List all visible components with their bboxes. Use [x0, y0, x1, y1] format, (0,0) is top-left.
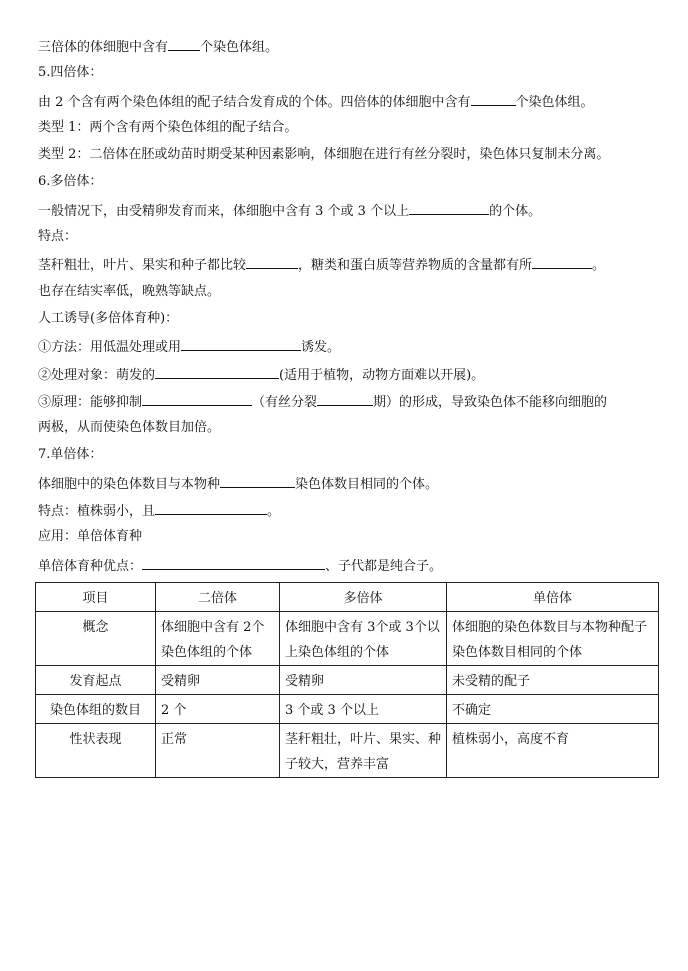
line-features — [38, 254, 658, 281]
table-cell: 体细胞中含有 2个染色体组的个体 — [156, 612, 280, 666]
fill-blank[interactable] — [471, 91, 516, 106]
fill-blank[interactable] — [409, 200, 489, 215]
row-label: 发育起点 — [36, 666, 156, 695]
worksheet-text — [38, 36, 658, 582]
heading-polyploid: 6.多倍体： — [38, 174, 103, 190]
table-cell: 不确定 — [447, 695, 659, 724]
text: 特点：植株弱小，且 — [38, 504, 156, 520]
line-type-1: 类型 1：两个含有两个染色体组的配子结合。 — [38, 119, 298, 135]
fill-blank[interactable] — [532, 254, 592, 269]
line-target — [38, 364, 658, 391]
heading-haploid: 7.单倍体： — [38, 447, 103, 463]
header-cell: 多倍体 — [280, 583, 447, 612]
table-cell: 受精卵 — [156, 666, 280, 695]
text: 诱发。 — [301, 340, 341, 356]
comparison-table — [35, 582, 659, 778]
line-haploid-features — [38, 500, 658, 527]
label-features: 特点： — [38, 229, 78, 245]
line-principle — [38, 391, 658, 418]
table-row — [36, 612, 659, 666]
row-label: 概念 — [36, 612, 156, 666]
header-cell: 项目 — [36, 583, 156, 612]
row-label: 染色体组的数目 — [36, 695, 156, 724]
line-type-2: 类型 2：二倍体在胚或幼苗时期受某种因素影响，体细胞在进行有丝分裂时，染色体只复制未分离。 — [38, 147, 610, 163]
fill-blank[interactable] — [168, 36, 200, 51]
text: 由 2 个含有两个染色体组的配子结合发育成的个体。四倍体的体细胞中含有 — [38, 94, 471, 110]
table-cell: 2 个 — [156, 695, 280, 724]
text: ①方法：用低温处理或用 — [38, 340, 182, 356]
text: 的个体。 — [489, 203, 542, 219]
row-label: 性状表现 — [36, 724, 156, 778]
text: ③原理：能够抑制 — [38, 394, 143, 410]
text: 茎秆粗壮，叶片、果实和种子都比较 — [38, 258, 247, 274]
text: （有丝分裂 — [252, 394, 318, 410]
table-row — [36, 724, 659, 778]
fill-blank[interactable] — [155, 500, 267, 515]
line-triploid — [38, 36, 658, 63]
text: 。 — [592, 258, 606, 274]
table-cell: 茎秆粗壮，叶片、果实、种子较大，营养丰富 — [280, 724, 447, 778]
text: 体细胞中的染色体数目与本物种 — [38, 476, 221, 492]
table-cell: 体细胞的染色体数目与本物种配子染色体数目相同的个体 — [447, 612, 659, 666]
table-header-row — [36, 583, 659, 612]
table-cell: 3 个或 3 个以上 — [280, 695, 447, 724]
fill-blank[interactable] — [142, 391, 252, 406]
text: 个染色体组。 — [515, 94, 594, 110]
line-polyploid-def — [38, 200, 658, 227]
text: 、子代都是纯合子。 — [325, 558, 443, 574]
header-cell: 二倍体 — [156, 583, 280, 612]
header-cell: 单倍体 — [447, 583, 659, 612]
table-row — [36, 695, 659, 724]
line-application: 应用：单倍体育种 — [38, 529, 143, 545]
text: ，糖类和蛋白质等营养物质的含量都有所 — [298, 258, 533, 274]
text: 。 — [267, 504, 281, 520]
table-cell: 体细胞中含有 3个或 3个以上染色体组的个体 — [280, 612, 447, 666]
heading-tetraploid: 5.四倍体： — [38, 65, 103, 81]
text: (适用于植物，动物方面难以开展)。 — [279, 367, 485, 383]
table-cell: 植株弱小，高度不育 — [447, 724, 659, 778]
text: 单倍体育种优点： — [38, 558, 143, 574]
text: 个染色体组。 — [200, 40, 279, 55]
line-method — [38, 336, 658, 363]
table-cell: 未受精的配子 — [447, 666, 659, 695]
fill-blank[interactable] — [155, 364, 279, 379]
line-advantage — [38, 555, 658, 582]
label-induction: 人工诱导(多倍体育种)： — [38, 310, 179, 326]
text: 期）的形成，导致染色体不能移向细胞的 — [373, 394, 608, 410]
line-tetraploid-def — [38, 91, 658, 118]
table-cell: 受精卵 — [280, 666, 447, 695]
line-haploid-def — [38, 473, 658, 500]
text: 一般情况下，由受精卵发育而来，体细胞中含有 3 个或 3 个以上 — [38, 203, 410, 219]
line-principle-cont: 两极，从而使染色体数目加倍。 — [38, 420, 221, 436]
fill-blank[interactable] — [181, 336, 301, 351]
fill-blank[interactable] — [220, 473, 295, 488]
table-row — [36, 666, 659, 695]
table-cell: 正常 — [156, 724, 280, 778]
fill-blank[interactable] — [246, 254, 298, 269]
text: ②处理对象：萌发的 — [38, 367, 156, 383]
fill-blank[interactable] — [142, 555, 325, 570]
fill-blank[interactable] — [317, 391, 373, 406]
text: 染色体数目相同的个体。 — [295, 476, 439, 492]
text: 三倍体的体细胞中含有 — [38, 40, 169, 55]
line-drawbacks: 也存在结实率低，晚熟等缺点。 — [38, 283, 221, 299]
